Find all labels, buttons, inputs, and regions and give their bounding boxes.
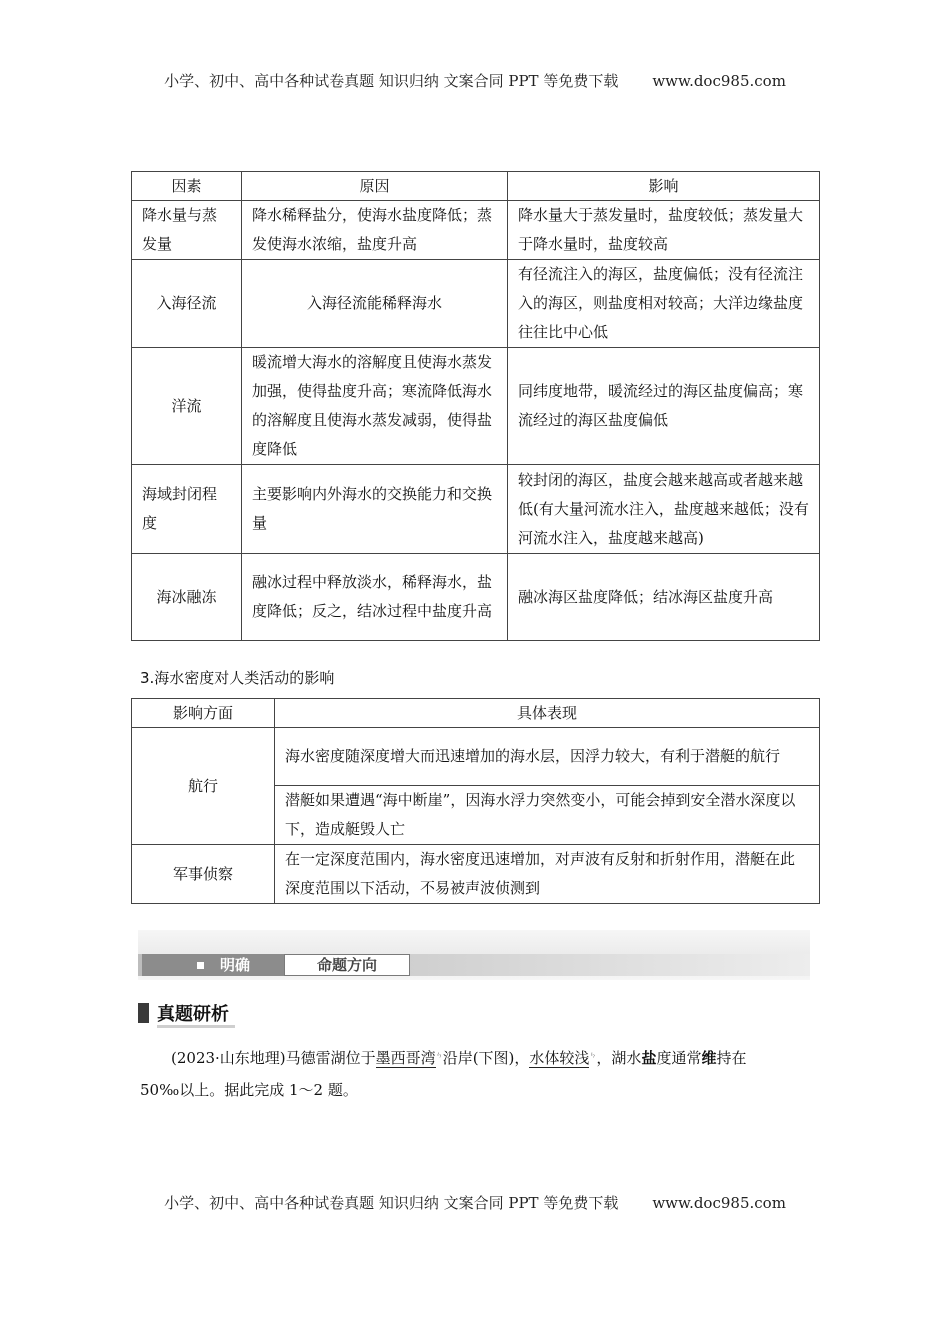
effect-cell: 有径流注入的海区，盐度偏低；没有径流注入的海区，则盐度相对较高；大洋边缘盐度往往比中心低 (508, 260, 820, 348)
reason-cell: 融冰过程中释放淡水，稀释海水，盐度降低；反之，结冰过程中盐度升高 (242, 554, 508, 641)
detail-cell: 海水密度随深度增大而迅速增加的海水层，因浮力较大，有利于潜艇的航行 (275, 728, 820, 786)
factor-cell: 入海径流 (132, 260, 242, 348)
header-cell: 影响方面 (132, 699, 275, 728)
table-header-row (132, 699, 820, 728)
density-impact-table (131, 698, 820, 904)
reason-cell: 暖流增大海水的溶解度且使海水蒸发加强，使得盐度升高；寒流降低海水的溶解度且使海水蒸发减弱，使得盐度降低 (242, 348, 508, 465)
factor-cell: 降水量与蒸发量 (132, 201, 242, 260)
emphasized-text: 维 (701, 1049, 717, 1067)
table-row (132, 201, 820, 260)
header-cell: 因素 (132, 172, 242, 201)
note-mark: ㄣ (589, 1051, 597, 1059)
question-text: ，湖水 (596, 1049, 642, 1067)
note-mark: ㄣ (435, 1051, 443, 1059)
section-banner (138, 930, 810, 980)
emphasized-text: 盐 (641, 1049, 657, 1067)
reason-cell: 入海径流能稀释海水 (242, 260, 508, 348)
page-header (0, 70, 950, 91)
section-3-title: 3.海水密度对人类活动的影响 (140, 669, 335, 687)
header-cell: 影响 (508, 172, 820, 201)
factor-cell: 海域封闭程度 (132, 465, 242, 554)
table-row (132, 260, 820, 348)
square-bullet-icon (197, 962, 204, 969)
salinity-factors-table (131, 171, 820, 641)
table-row (132, 845, 820, 904)
effect-cell: 降水量大于蒸发量时，盐度较低；蒸发量大于降水量时，盐度较高 (508, 201, 820, 260)
header-cell: 具体表现 (275, 699, 820, 728)
header-text: 小学、初中、高中各种试卷真题 知识归纳 文案合同 PPT 等免费下载 (164, 72, 619, 90)
question-source: (2023·山东地理) (171, 1049, 286, 1067)
detail-cell: 在一定深度范围内，海水密度迅速增加，对声波有反射和折射作用，潜艇在此深度范围以下活动，不易被声波侦测到 (275, 845, 820, 904)
table-row (132, 348, 820, 465)
section-title (138, 1000, 235, 1026)
table-row (132, 465, 820, 554)
question-text: 持在 (716, 1049, 747, 1067)
header-cell: 原因 (242, 172, 508, 201)
question-line-2: 50‰以上。据此完成 1～2 题。 (140, 1081, 358, 1099)
table-header-row (132, 172, 820, 201)
effect-cell: 同纬度地带，暖流经过的海区盐度偏高；寒流经过的海区盐度偏低 (508, 348, 820, 465)
effect-cell: 融冰海区盐度降低；结冰海区盐度升高 (508, 554, 820, 641)
aspect-cell: 军事侦察 (132, 845, 275, 904)
header-site[interactable]: www.doc985.com (652, 72, 786, 90)
reason-cell: 降水稀释盐分，使海水盐度降低；蒸发使海水浓缩，盐度升高 (242, 201, 508, 260)
table-row (132, 554, 820, 641)
aspect-cell: 航行 (132, 728, 275, 845)
banner-tab-secondary: 命题方向 (284, 954, 410, 976)
banner-tab-primary-label: 明确 (220, 956, 251, 974)
table-row (132, 728, 820, 786)
footer-site[interactable]: www.doc985.com (652, 1194, 786, 1212)
effect-cell: 较封闭的海区，盐度会越来越高或者越来越低(有大量河流水注入，盐度越来越低；没有河流水注入，盐度越来越高) (508, 465, 820, 554)
underlined-text: 水体较浅 (529, 1049, 590, 1067)
detail-cell: 潜艇如果遭遇“海中断崖”，因海水浮力突然变小，可能会掉到安全潜水深度以下，造成艇毁人亡 (275, 786, 820, 845)
factor-cell: 海冰融冻 (132, 554, 242, 641)
page-footer (0, 1192, 950, 1213)
banner-tab-primary (142, 954, 284, 976)
section-title-text: 真题研析 (157, 1004, 235, 1028)
factor-cell: 洋流 (132, 348, 242, 465)
reason-cell: 主要影响内外海水的交换能力和交换量 (242, 465, 508, 554)
question-text: 度通常 (656, 1049, 702, 1067)
question-paragraph (140, 1039, 812, 1106)
question-text: 沿岸(下图)， (442, 1049, 530, 1067)
title-marker-icon (138, 1003, 149, 1023)
underlined-text: 墨西哥湾 (375, 1049, 436, 1067)
footer-text: 小学、初中、高中各种试卷真题 知识归纳 文案合同 PPT 等免费下载 (164, 1194, 619, 1212)
handwritten-text: 马德雷湖位于 (285, 1049, 376, 1067)
